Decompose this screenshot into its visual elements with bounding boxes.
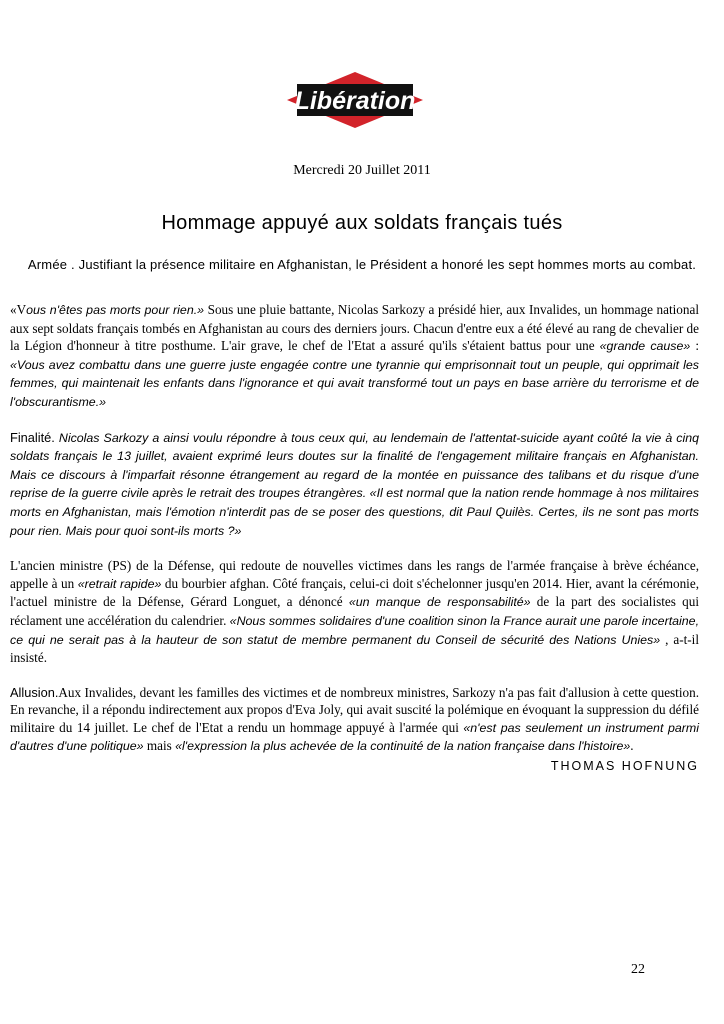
p4-lead: Allusion.: [10, 684, 59, 700]
p1-quote-3: «Vous avez combattu dans une guerre juste engagée contre une tyrannie qui emprisonnait tout un peuple, qui opprimait les femmes, qui maintenait les enfants dans l'ignorance et qui avait transformé tout un pays en base arrière du terrorisme et de l'obscurantisme.»: [10, 357, 699, 409]
p1-open: «V: [10, 302, 27, 317]
p1-text-2: :: [690, 338, 699, 354]
p3-text-3: de la part des socialistes qui réclament une accélération du calendrier.: [10, 594, 699, 628]
p4-quote-1: «n'est pas seulement un instrument parmi d'autres d'une politique»: [10, 720, 699, 754]
paragraph-1: [10, 301, 699, 412]
p1-quote-1: ous n'êtes pas morts pour rien.»: [26, 303, 205, 317]
p3-quote-3: «Nous sommes solidaires d'une coalition sinon la France aurait une parole incertaine, ce qui ne serait pas à la hauteur de son statut de membre permanent du Conseil de sécurité des Nations Unies»: [10, 613, 700, 647]
paragraph-2: [10, 429, 699, 541]
article-body: [10, 301, 699, 773]
paragraph-3: [10, 557, 699, 667]
p1-text-1: Sous une pluie battante, Nicolas Sarkozy a présidé hier, aux Invalides, un hommage national aux sept soldats français tombés en Afghanistan au cours des derniers jours. Chacun d'entre eux a été élevé au rang de chevalier de la Légion d'honneur à titre posthume. L'air grave, le chef de l'Etat a assuré qu'ils s'étaient battus pour une: [10, 302, 699, 354]
p2-text: Nicolas Sarkozy a ainsi voulu répondre à tous ceux qui, au lendemain de l'attentat-suicide ayant coûté la vie à cinq soldats français le 13 juillet, avaient exprimé leurs doutes sur la finalité de l'engagement militaire français en Afghanistan. Mais ce discours à l'imparfait résonne étrangement au regard de la montée en puissance des talibans et du risque d'une reprise de la guerre civile après le retrait des troupes étrangères. «Il est normal que la nation rende hommage à nos militaires morts en Afghanistan, mais l'émotion n'interdit pas de se poser des questions, dit Paul Quilès. Certes, ils ne sont pas morts pour rien. Mais pour quoi sont-ils morts ?»: [10, 430, 699, 538]
p3-text-1: L'ancien ministre (PS) de la Défense, qui redoute de nouvelles victimes dans les rangs de l'armée française à brève échéance, appelle à un: [10, 558, 699, 591]
p3-text-2: du bourbier afghan. Côté français, celui-ci doit s'échelonner jusqu'en 2014. Hier, avant la cérémonie, l'actuel ministre de la Défense, Gérard Longuet, a dénoncé: [10, 575, 699, 610]
p4-text-1: Aux Invalides, devant les familles des victimes et de nombreux ministres, Sarkozy n'a pas fait d'allusion à cette question. En revanche, il a répondu indirectement aux propos d'Eva Joly, qui avait suscité la polémique en évoquant la suppression du défilé militaire du 14 juillet. Le chef de l'Etat a rendu un hommage appuyé à l'armée qui: [10, 684, 699, 735]
page-number: 22: [631, 962, 645, 977]
paragraph-4: [10, 684, 699, 756]
p2-lead: Finalité.: [10, 429, 55, 445]
publication-date: Mercredi 20 Juillet 2011: [293, 163, 431, 178]
p3-text-4: , a-t-il insisté.: [10, 631, 699, 666]
p3-quote-1: «retrait rapide»: [77, 576, 162, 591]
p4-text-2: mais: [143, 738, 176, 754]
article-subtitle: Armée . Justifiant la présence militaire en Afghanistan, le Président a honoré les sept hommes morts au combat.: [27, 257, 697, 272]
p3-quote-2: «un manque de responsabilité»: [348, 595, 531, 610]
logo-graphic: [287, 72, 423, 128]
p1-quote-2: «grande cause»: [599, 339, 691, 354]
p4-quote-2: «l'expression la plus achevée de la continuité de la nation française dans l'histoire»: [175, 739, 631, 754]
article-title: Hommage appuyé aux soldats français tués: [161, 212, 563, 234]
liberation-logo: [287, 72, 423, 128]
logo-wordmark: Libération: [294, 87, 416, 115]
p4-text-3: .: [630, 738, 634, 754]
article-author: THOMAS HOFNUNG: [550, 759, 699, 773]
